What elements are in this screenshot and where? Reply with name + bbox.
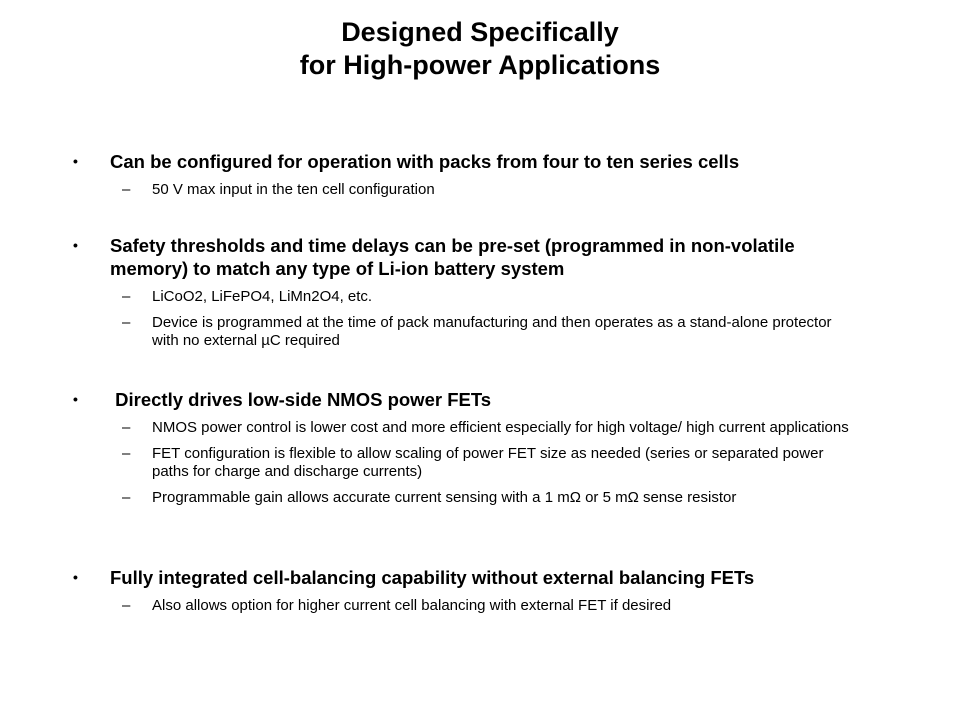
dash-icon: –	[122, 597, 131, 614]
bullet-text: Directly drives low-side NMOS power FETs	[110, 389, 492, 410]
dash-icon: –	[122, 445, 131, 462]
dash-icon: –	[122, 181, 131, 198]
bullet-text: Can be configured for operation with packs from four to ten series cells	[110, 151, 740, 172]
dash-icon: –	[122, 419, 131, 436]
sub-bullet-text: Also allows option for higher current cell balancing with external FET if desired	[152, 597, 672, 614]
bullet-icon: •	[73, 237, 78, 253]
bullet-item-pack-config	[70, 150, 890, 199]
sub-bullet	[70, 445, 852, 481]
sub-bullet	[70, 489, 892, 507]
sub-bullet-text: 50 V max input in the ten cell configuration	[152, 181, 435, 198]
bullet-text: Safety thresholds and time delays can be pre-set (programmed in non-volatile memory) to match any type of Li-ion battery system	[110, 235, 795, 279]
sub-bullet-text: NMOS power control is lower cost and more efficient especially for high voltage/ high current applications	[152, 419, 849, 436]
sub-bullet	[70, 597, 852, 615]
bullet-text: Fully integrated cell-balancing capability without external balancing FETs	[110, 567, 755, 588]
bullet-icon: •	[73, 391, 78, 407]
slide-title-line-2: for High-power Applications	[299, 50, 661, 80]
sub-bullet-text: FET configuration is flexible to allow scaling of power FET size as needed (series or separated power paths for charge and discharge currents)	[152, 445, 824, 480]
slide-title-line-1: Designed Specifically	[341, 17, 619, 47]
bullet-item-nmos-drive	[70, 388, 890, 507]
sub-bullet-text: Device is programmed at the time of pack manufacturing and then operates as a stand-alone protector with no external µC required	[152, 314, 832, 349]
bullet-icon: •	[73, 569, 78, 585]
sub-bullet	[70, 314, 852, 350]
bullet-item-safety-thresholds	[70, 234, 890, 350]
sub-bullet-text: Programmable gain allows accurate current sensing with a 1 mΩ or 5 mΩ sense resistor	[152, 489, 737, 506]
dash-icon: –	[122, 288, 131, 305]
dash-icon: –	[122, 489, 131, 506]
dash-icon: –	[122, 314, 131, 331]
sub-bullet	[70, 288, 852, 306]
bullet-item-cell-balancing	[70, 566, 890, 615]
bullet-icon: •	[73, 153, 78, 169]
sub-bullet	[70, 419, 852, 437]
sub-bullet-text: LiCoO2, LiFePO4, LiMn2O4, etc.	[152, 288, 373, 305]
sub-bullet	[70, 181, 852, 199]
